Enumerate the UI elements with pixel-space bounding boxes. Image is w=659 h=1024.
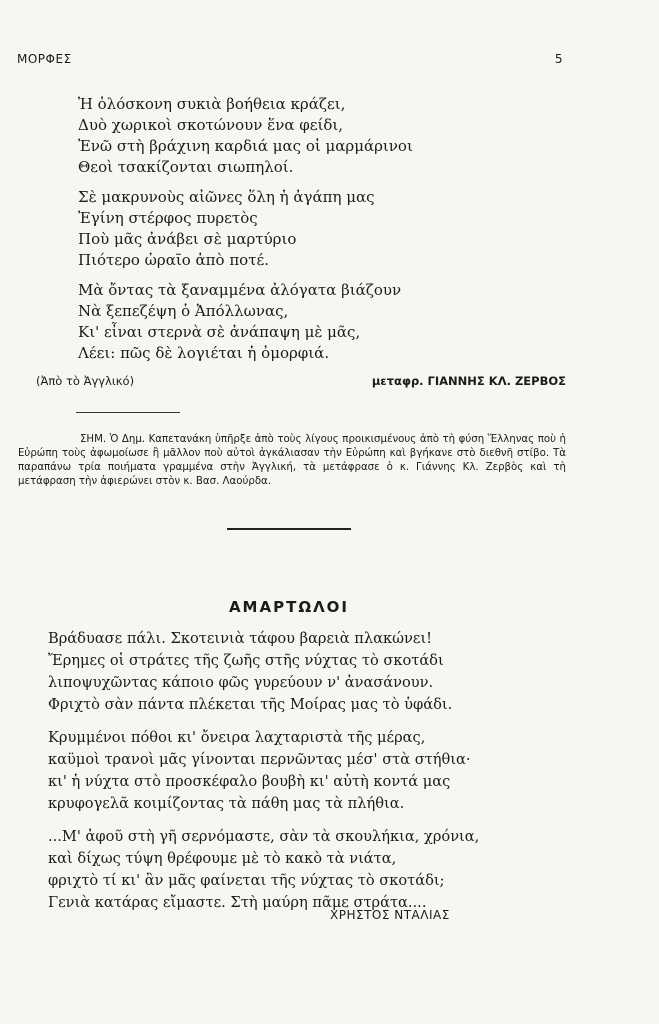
poem-author: ΧΡΗΣΤΟΣ ΝΤΑΛΙΑΣ: [330, 908, 450, 922]
poem-line: καϋμοὶ τρανοὶ μᾶς γίνονται περνῶντας μέσ' στὰ στήθια·: [48, 751, 471, 768]
poem-line: Κρυμμένοι πόθοι κι' ὄνειρα λαχταριστὰ τῆς μέρας,: [48, 729, 426, 746]
translator-credit: μεταφρ. ΓΙΑΝΝΗΣ ΚΛ. ΖΕΡΒΟΣ: [371, 374, 566, 388]
divider: [76, 412, 180, 413]
poem-line: κι' ἡ νύχτα στὸ προσκέφαλο βουβὴ κι' αὐτὴ κοντά μας: [48, 773, 451, 790]
poem-line: καὶ δίχως τύψη θρέφουμε μὲ τὸ κακὸ τὰ νιάτα,: [48, 850, 397, 867]
poem-line: Λέει: πῶς δὲ λογιέται ἡ ὀμορφιά.: [78, 344, 330, 362]
poem-line: Φριχτὸ σὰν πάντα πλέκεται τῆς Μοίρας μας τὸ ὑφάδι.: [48, 696, 453, 713]
poem-title: ΑΜΑΡΤΩΛΟΙ: [228, 598, 350, 616]
stanza: [78, 94, 413, 178]
poem-line: λιποψυχῶντας κάποιο φῶς γυρεύουν ν' ἀνασάνουν.: [48, 674, 434, 691]
poem-line: φριχτὸ τί κι' ἂν μᾶς φαίνεται τῆς νύχτας τὸ σκοτάδι;: [48, 872, 445, 889]
attribution: [36, 374, 566, 388]
poem-line: Γενιὰ κατάρας εἴμαστε. Στὴ μαύρη πᾶμε στράτα....: [48, 894, 427, 911]
poem-line: Μὰ ὄντας τὰ ξαναμμένα ἀλόγατα βιάζουν: [78, 281, 402, 299]
poem-line: Σὲ μακρυνοὺς αἰῶνες ὅλη ἡ ἀγάπη μας: [78, 188, 375, 206]
journal-title: ΜΟΡΦΕΣ: [17, 52, 72, 66]
poem-line: Κι' εἶναι στερνὰ σὲ ἀνάπαψη μὲ μᾶς,: [78, 323, 361, 341]
stanza: [78, 280, 413, 364]
source-language: (Ἀπὸ τὸ Ἀγγλικό): [36, 374, 135, 388]
stanza: [48, 727, 479, 815]
poem-line: Δυὸ χωρικοὶ σκοτώνουν ἕνα φείδι,: [78, 116, 344, 134]
section-divider: [227, 528, 351, 530]
editor-note: [18, 433, 566, 489]
poem-line: Νὰ ξεπεζέψη ὁ Ἀπόλλωνας,: [78, 302, 289, 320]
poem-line: Ἐγίνη στέρφος πυρετὸς: [78, 209, 258, 227]
stanza: [78, 187, 413, 271]
poem-line: Πιότερο ὡραῖο ἀπὸ ποτέ.: [78, 251, 270, 269]
page-number: 5: [554, 52, 563, 66]
note-text: ΣΗΜ. Ὁ Δημ. Καπετανάκη ὑπῆρξε ἀπὸ τοὺς λίγους προικισμένους ἀπὸ τὴ φύση Ἕλληνας ποὺ ἡ Εὐρώπη τοὺς ἀφωμοίωσε ἢ μᾶλλον ποὺ αὐτοὶ ἀγκάλιασαν τὴν Εὐρώπη καὶ βγήκανε στὸ διεθνῆ στίβο. Τὰ παραπάνω τρία ποιήματα γραμμένα στὴν Ἀγγλική, τὰ μετάφρασε ὁ κ. Γιάννης Κλ. Ζερβὸς καὶ τὴ μετάφραση τὴν ἀφιερώνει στὸν κ. Βασ. Λαούρδα.: [18, 434, 566, 487]
poem-line: Βράδυασε πάλι. Σκοτεινιὰ τάφου βαρειὰ πλακώνει!: [48, 630, 433, 647]
poem-line: Ἡ ὁλόσκονη συκιὰ βοήθεια κράζει,: [78, 95, 346, 113]
poem-line: Θεοὶ τσακίζονται σιωπηλοί.: [78, 158, 294, 176]
poem-line: Ποὺ μᾶς ἀνάβει σὲ μαρτύριο: [78, 230, 297, 248]
poem-translation: [78, 94, 413, 373]
stanza: [48, 628, 479, 716]
poem-line: ...Μ' ἀφοῦ στὴ γῆ σερνόμαστε, σὰν τὰ σκουλήκια, χρόνια,: [48, 828, 480, 845]
poem-line: Ἐνῶ στὴ βράχινη καρδιά μας οἱ μαρμάρινοι: [78, 137, 413, 155]
poem-amartoloi: [48, 628, 479, 925]
poem-line: κρυφογελᾶ κοιμίζοντας τὰ πάθη μας τὰ πλήθια.: [48, 795, 405, 812]
stanza: [48, 826, 479, 914]
poem-line: Ἔρημες οἱ στράτες τῆς ζωῆς στῆς νύχτας τὸ σκοτάδι: [48, 652, 444, 669]
page-header: [17, 52, 563, 66]
